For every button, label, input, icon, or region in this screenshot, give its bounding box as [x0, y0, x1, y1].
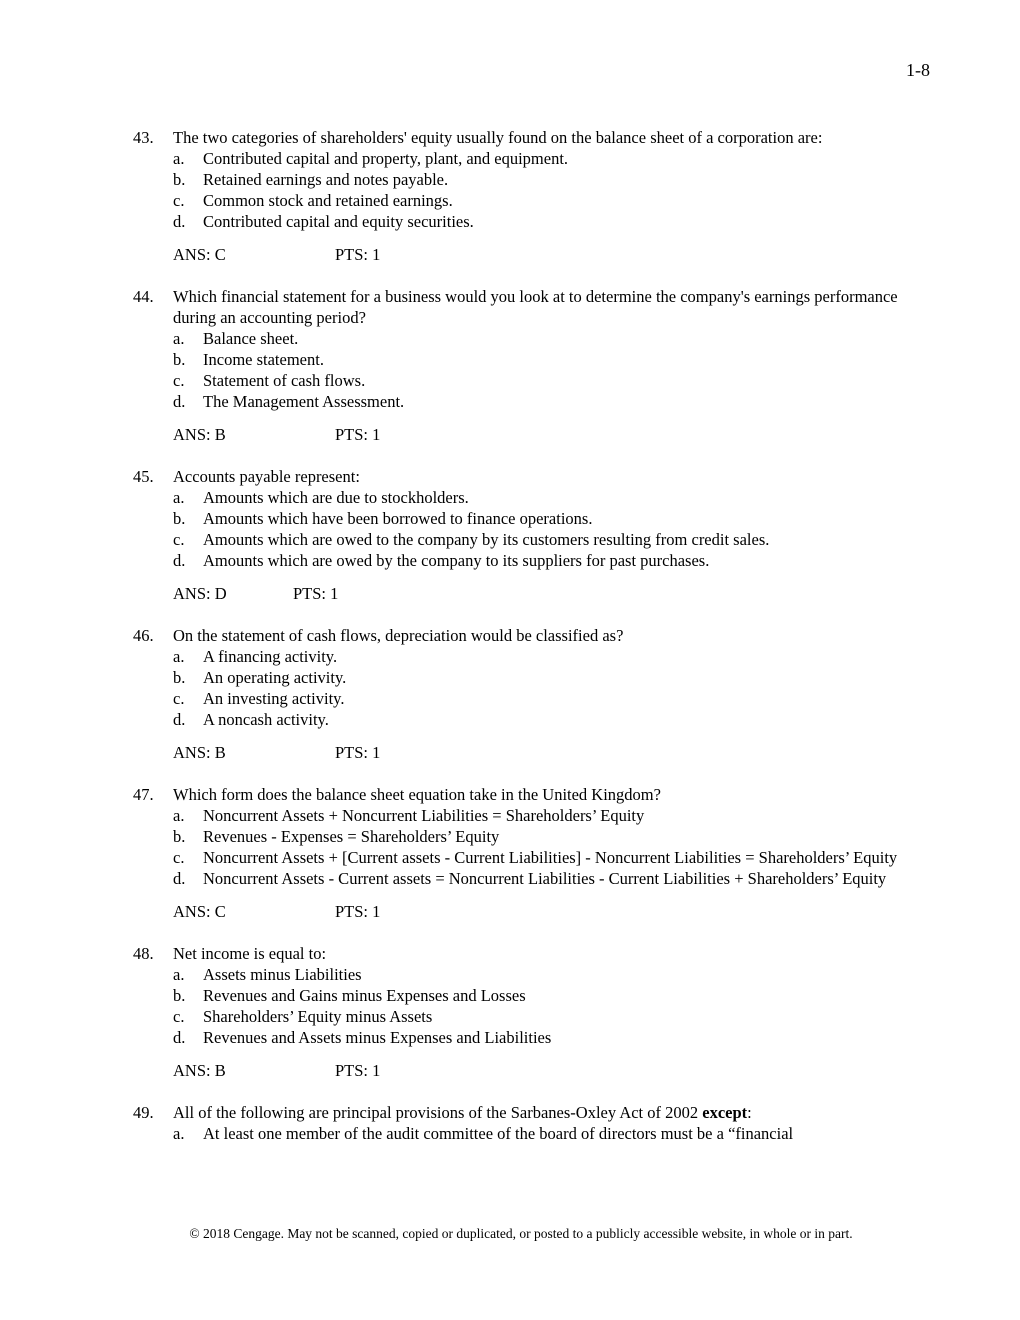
choice-d — [173, 391, 913, 412]
question-47 — [133, 784, 913, 922]
choice-a — [173, 487, 913, 508]
choice-letter: b. — [173, 170, 186, 189]
answer-line — [173, 742, 913, 763]
choice-text: Amounts which are owed by the company to its suppliers for past purchases. — [203, 551, 710, 570]
choice-text: Noncurrent Assets + Noncurrent Liabilities = Shareholders’ Equity — [203, 806, 645, 825]
answer-line — [173, 1060, 913, 1081]
choice-text: Shareholders’ Equity minus Assets — [203, 1007, 433, 1026]
choice-letter: c. — [173, 1007, 185, 1026]
choice-text: An investing activity. — [203, 689, 345, 708]
choice-letter: b. — [173, 668, 186, 687]
choice-b — [173, 826, 913, 847]
choice-letter: c. — [173, 530, 185, 549]
choice-c — [173, 847, 913, 868]
choice-letter: c. — [173, 689, 185, 708]
answer-line — [173, 583, 913, 604]
choice-b — [173, 667, 913, 688]
choice-a — [173, 805, 913, 826]
copyright-footer: © 2018 Cengage. May not be scanned, copied or duplicated, or posted to a publicly accessible website, in whole or in part. — [189, 1226, 853, 1241]
choice-text: Noncurrent Assets - Current assets = Noncurrent Liabilities - Current Liabilities + Shareholders’ Equity — [203, 869, 887, 888]
choice-text: Amounts which are owed to the company by its customers resulting from credit sales. — [203, 530, 770, 549]
choice-b — [173, 508, 913, 529]
choice-a — [173, 148, 913, 169]
question-stem — [133, 625, 913, 646]
question-stem — [133, 1102, 913, 1123]
points: PTS: 1 — [335, 902, 381, 921]
question-number: 44. — [133, 287, 154, 306]
answer-key: ANS: B — [173, 425, 226, 444]
question-number: 46. — [133, 626, 154, 645]
choice-b — [173, 169, 913, 190]
question-49 — [133, 1102, 913, 1144]
answer-line — [173, 424, 913, 445]
question-stem — [133, 784, 913, 805]
choice-text: The Management Assessment. — [203, 392, 405, 411]
question-45 — [133, 466, 913, 604]
choice-text: Balance sheet. — [203, 329, 299, 348]
choice-a — [173, 1123, 913, 1144]
choice-list — [133, 1123, 913, 1144]
question-46 — [133, 625, 913, 763]
choice-letter: a. — [173, 488, 185, 507]
choice-text: A noncash activity. — [203, 710, 329, 729]
choice-letter: d. — [173, 1028, 186, 1047]
question-text: The two categories of shareholders' equity usually found on the balance sheet of a corporation are: — [173, 128, 823, 147]
choice-letter: c. — [173, 371, 185, 390]
choice-c — [173, 1006, 913, 1027]
choice-text: Revenues - Expenses = Shareholders’ Equity — [203, 827, 500, 846]
choice-text: Income statement. — [203, 350, 324, 369]
choice-text: Revenues and Assets minus Expenses and Liabilities — [203, 1028, 552, 1047]
choice-c — [173, 190, 913, 211]
question-number: 49. — [133, 1103, 154, 1122]
question-43 — [133, 127, 913, 265]
choice-c — [173, 688, 913, 709]
answer-key: ANS: C — [173, 245, 226, 264]
question-number: 43. — [133, 128, 154, 147]
choice-letter: b. — [173, 350, 186, 369]
choice-b — [173, 985, 913, 1006]
choice-text: Amounts which are due to stockholders. — [203, 488, 469, 507]
choice-text: Assets minus Liabilities — [203, 965, 362, 984]
choice-a — [173, 964, 913, 985]
answer-line — [173, 901, 913, 922]
points: PTS: 1 — [335, 743, 381, 762]
choice-text: A financing activity. — [203, 647, 338, 666]
question-number: 45. — [133, 467, 154, 486]
choice-d — [173, 550, 913, 571]
choice-list — [133, 805, 913, 889]
points: PTS: 1 — [293, 584, 339, 603]
choice-d — [173, 1027, 913, 1048]
question-number: 48. — [133, 944, 154, 963]
question-stem — [133, 127, 913, 148]
question-text: Accounts payable represent: — [173, 467, 360, 486]
question-text-after: : — [747, 1103, 752, 1122]
question-stem — [133, 286, 913, 328]
points: PTS: 1 — [335, 1061, 381, 1080]
choice-letter: a. — [173, 1124, 185, 1143]
choice-letter: b. — [173, 986, 186, 1005]
choice-letter: d. — [173, 710, 186, 729]
question-text-emphasis: except — [702, 1103, 748, 1122]
answer-key: ANS: B — [173, 1061, 226, 1080]
choice-b — [173, 349, 913, 370]
choice-letter: a. — [173, 329, 185, 348]
choice-list — [133, 487, 913, 571]
choice-letter: d. — [173, 869, 186, 888]
choice-a — [173, 328, 913, 349]
question-text: Which financial statement for a business would you look at to determine the company's earnings performance during an accounting period? — [173, 287, 898, 327]
points: PTS: 1 — [335, 425, 381, 444]
choice-letter: a. — [173, 806, 185, 825]
question-text-before: All of the following are principal provisions of the Sarbanes-Oxley Act of 2002 — [173, 1103, 703, 1122]
choice-list — [133, 328, 913, 412]
points: PTS: 1 — [335, 245, 381, 264]
choice-letter: a. — [173, 965, 185, 984]
question-44 — [133, 286, 913, 445]
choice-d — [173, 211, 913, 232]
choice-text: At least one member of the audit committee of the board of directors must be a “financial — [203, 1124, 794, 1143]
question-number: 47. — [133, 785, 154, 804]
choice-text: Retained earnings and notes payable. — [203, 170, 449, 189]
choice-letter: b. — [173, 509, 186, 528]
choice-list — [133, 646, 913, 730]
choice-text: Contributed capital and property, plant, and equipment. — [203, 149, 569, 168]
question-text: On the statement of cash flows, depreciation would be classified as? — [173, 626, 624, 645]
choice-c — [173, 529, 913, 550]
choice-text: Amounts which have been borrowed to finance operations. — [203, 509, 593, 528]
choice-d — [173, 868, 913, 889]
choice-letter: a. — [173, 647, 185, 666]
question-text: Which form does the balance sheet equation take in the United Kingdom? — [173, 785, 661, 804]
choice-list — [133, 964, 913, 1048]
page-number: 1-8 — [906, 60, 930, 80]
choice-text: Statement of cash flows. — [203, 371, 366, 390]
question-text — [173, 1102, 913, 1123]
answer-key: ANS: D — [173, 584, 227, 603]
choice-text: Noncurrent Assets + [Current assets - Current Liabilities] - Noncurrent Liabilities = Shareholders’ Equity — [203, 848, 898, 867]
choice-c — [173, 370, 913, 391]
choice-d — [173, 709, 913, 730]
choice-letter: d. — [173, 392, 186, 411]
choice-letter: d. — [173, 551, 186, 570]
answer-key: ANS: C — [173, 902, 226, 921]
choice-text: An operating activity. — [203, 668, 347, 687]
question-text: Net income is equal to: — [173, 944, 327, 963]
question-stem — [133, 943, 913, 964]
question-list — [133, 127, 913, 1165]
choice-list — [133, 148, 913, 232]
answer-key: ANS: B — [173, 743, 226, 762]
choice-text: Revenues and Gains minus Expenses and Losses — [203, 986, 526, 1005]
choice-text: Contributed capital and equity securities. — [203, 212, 474, 231]
choice-a — [173, 646, 913, 667]
answer-line — [173, 244, 913, 265]
choice-letter: c. — [173, 848, 185, 867]
choice-letter: b. — [173, 827, 186, 846]
choice-letter: a. — [173, 149, 185, 168]
choice-letter: d. — [173, 212, 186, 231]
question-stem — [133, 466, 913, 487]
choice-letter: c. — [173, 191, 185, 210]
choice-text: Common stock and retained earnings. — [203, 191, 453, 210]
question-48 — [133, 943, 913, 1081]
